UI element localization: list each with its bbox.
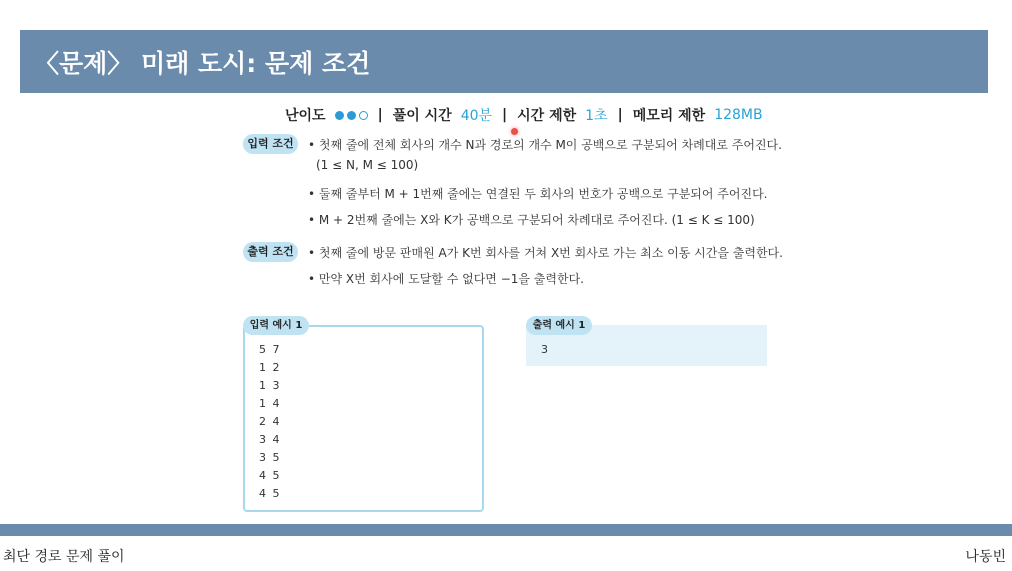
memory-limit-value: 128MB — [714, 107, 763, 123]
difficulty-label: 난이도 — [285, 108, 326, 124]
input-example-line: 3 5 — [259, 451, 280, 464]
separator: | — [617, 107, 623, 123]
page-title: 〈문제〉 미래 도시: 문제 조건 — [34, 49, 371, 78]
input-condition-line: • 둘째 줄부터 M + 1번째 줄에는 연결된 두 회사의 번호가 공백으로 구분되어 주어진다. — [308, 187, 768, 201]
output-example-line: 3 — [541, 343, 548, 356]
solve-time-label: 풀이 시간 — [392, 108, 452, 124]
output-condition-line: • 첫째 줄에 방문 판매원 A가 K번 회사를 거쳐 X번 회사로 가는 최소 이동 시간을 출력한다. — [308, 246, 783, 260]
input-example-line: 4 5 — [259, 487, 280, 500]
difficulty-dot-1 — [335, 111, 344, 120]
input-example-label: 입력 예시 1 — [243, 316, 309, 335]
input-example-line: 1 3 — [259, 379, 280, 392]
input-example-line: 2 4 — [259, 415, 280, 428]
input-conditions-label: 입력 조건 — [243, 134, 298, 154]
separator: | — [377, 107, 383, 123]
difficulty-indicator — [335, 111, 368, 120]
footer-lecture-title: 최단 경로 문제 풀이 — [3, 549, 125, 565]
time-limit-value: 1초 — [585, 108, 608, 124]
time-limit-label: 시간 제한 — [517, 108, 577, 124]
output-condition-line: • 만약 X번 회사에 도달할 수 없다면 −1을 출력한다. — [308, 272, 584, 286]
difficulty-dot-3 — [359, 111, 368, 120]
input-example-line: 1 4 — [259, 397, 280, 410]
problem-meta — [285, 104, 763, 126]
input-condition-line: • M + 2번째 줄에는 X와 K가 공백으로 구분되어 차례대로 주어진다. (1 ≤ K ≤ 100) — [308, 213, 755, 227]
input-example-line: 5 7 — [259, 343, 280, 356]
output-conditions-label: 출력 조건 — [243, 242, 298, 262]
input-example-content — [259, 341, 280, 503]
footer-bar — [0, 524, 1012, 536]
input-example-line: 1 2 — [259, 361, 280, 374]
footer-author: 나동빈 — [965, 549, 1006, 565]
laser-pointer-dot — [511, 128, 518, 135]
input-example-line: 3 4 — [259, 433, 280, 446]
input-condition-line: (1 ≤ N, M ≤ 100) — [316, 158, 419, 172]
input-example-line: 4 5 — [259, 469, 280, 482]
separator: | — [502, 107, 508, 123]
solve-time-value: 40분 — [460, 108, 493, 124]
title-banner — [20, 30, 988, 93]
input-condition-line: • 첫째 줄에 전체 회사의 개수 N과 경로의 개수 M이 공백으로 구분되어 차례대로 주어진다. — [308, 138, 782, 152]
memory-limit-label: 메모리 제한 — [632, 108, 706, 124]
difficulty-dot-2 — [347, 111, 356, 120]
output-example-label: 출력 예시 1 — [526, 316, 592, 335]
